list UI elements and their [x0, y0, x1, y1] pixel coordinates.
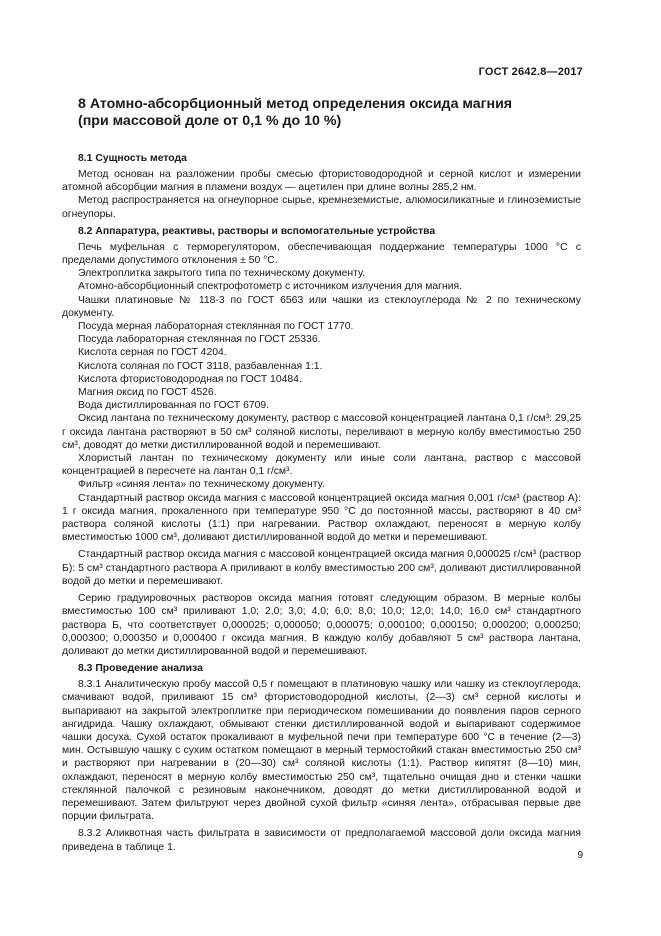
section-title-line1: 8 Атомно-абсорбционный метод определения оксида магния	[78, 96, 513, 112]
paragraph: Чашки платиновые № 118-3 по ГОСТ 6563 или чашки из стеклоуглерода № 2 по техническому документу.	[62, 294, 581, 319]
paragraph: Кислота серная по ГОСТ 4204.	[78, 347, 227, 359]
paragraph: Оксид лантана по техническому документу, раствор с массовой концентрацией лантана 0,1 г/см³: 29,25 г оксида лантана растворяют в 50 см³ соляной кислоты, переливают в мерную колбу вместимостью 250 см³, доводят до метки дистиллированной водой и перемешивают.	[62, 413, 581, 451]
paragraph: Печь муфельная с терморегулятором, обеспечивающая поддержание температуры 1000 °С с пределами допустимого отклонения ± 50 °С.	[62, 241, 581, 267]
paragraph: 8.3.1 Аналитическую пробу массой 0,5 г помещают в платиновую чашку или чашку из стеклоуглерода, смачивают водой, приливают 15 см³ фтористоводородной кислоты, (2—3) см³ серной кислоты и выпаривают на закрытой электроплитке при периодическом помешивании до появления паров серного ангидрида. Чашку охлаждают, обмывают стенки дистиллированной водой и выпаривают содержимое чашки досуха. Сухой остаток прокаливают в муфельной печи при температуре 600 °С в течение (2—3) мин. Остывшую чашку с сухим остатком помещают в мерный термостойкий стакан вместимостью 250 см³ и растворяют при нагревании в (20—30) см³ соляной кислоты (1:1). Раствор кипятят (8—10) мин, охлаждают, переносят в мерную колбу вместимостью 250 см³, тщательно очищая дно и стенки чашки стеклянной палочкой с резиновым наконечником, доводят до метки дистиллированной водой и перемешивают. Затем фильтруют через двойной сухой фильтр «синяя лента», отбрасывая первые две порции фильтрата.	[62, 679, 581, 823]
subsection-heading-8-2: 8.2 Аппаратура, реактивы, растворы и вспомогательные устройства	[78, 225, 436, 237]
paragraph: Фильтр «синяя лента» по техническому документу.	[78, 479, 325, 491]
paragraph: Хлористый лантан по техническому документу или иные соли лантана, раствор с массовой концентрацией в пересчете на лантан 0,1 г/см³.	[62, 453, 581, 478]
paragraph: Атомно-абсорбционный спектрофотометр с источником излучения для магния.	[78, 281, 463, 293]
subsection-heading-8-1: 8.1 Сущность метода	[78, 153, 187, 164]
subsection-heading-8-3: 8.3 Проведение анализа	[78, 663, 203, 675]
paragraph: Серию градуировочных растворов оксида магния готовят следующим образом. В мерные колбы вместимостью 100 см³ приливают 1,0; 2,0; 3,0; 4,0; 6,0; 8,0; 10,0; 12,0; 14,0; 16,0 см³ стандартного раствора Б, что соответствует 0,000025; 0,000050; 0,000075; 0,000100; 0,000150; 0,000200; 0,000250; 0,000300; 0,000350 и 0,000400 г оксида магния. В каждую колбу добавляют 5 см³ раствора лантана, доливают до метки дистиллированной водой и перемешивают.	[62, 593, 581, 657]
document-body	[62, 96, 581, 854]
paragraph: Стандартный раствор оксида магния с массовой концентрацией оксида магния 0,001 г/см³ (раствор А): 1 г оксида магния, прокаленного при температуре 950 °С до постоянной массы, растворяют в 40 см³ раствора соляной кислоты (1:1) при нагревании. Раствор охлаждают, переносят в мерную колбу вместимостью 1000 см³, доливают дистиллированной водой до метки и перемешивают.	[62, 492, 581, 544]
paragraph: Электроплитка закрытого типа по техническому документу.	[78, 268, 366, 280]
paragraph: Кислота фтористоводородная по ГОСТ 10484.	[78, 373, 302, 385]
paragraph: Магния оксид по ГОСТ 4526.	[78, 387, 217, 399]
page-number: 9	[577, 850, 583, 861]
document-header: ГОСТ 2642.8—2017	[478, 66, 583, 78]
section-title-line2: (при массовой доле от 0,1 % до 10 %)	[78, 113, 342, 129]
paragraph: Кислота соляная по ГОСТ 3118, разбавленная 1:1.	[78, 360, 323, 372]
paragraph: Посуда лабораторная стеклянная по ГОСТ 25336.	[78, 334, 321, 346]
paragraph: Метод распространяется на огнеупорное сырье, кремнеземистые, алюмосиликатные и глиноземистые огнеупоры.	[62, 195, 581, 220]
paragraph: 8.3.2 Аликвотная часть фильтрата в зависимости от предполагаемой массовой доли оксида магния приведена в таблице 1.	[62, 828, 581, 853]
paragraph: Метод основан на разложении пробы смесью фтористоводородной и серной кислот и измерении атомной абсорбции магния в пламени воздух — ацетилен при длине волны 285,2 нм.	[62, 169, 581, 194]
paragraph: Стандартный раствор оксида магния с массовой концентрацией оксида магния 0,000025 г/см³ (раствор Б): 5 см³ стандартного раствора А приливают в колбу вместимостью 200 см³, доливают дистиллированной водой до метки и перемешивают.	[62, 549, 581, 587]
paragraph: Вода дистиллированная по ГОСТ 6709.	[78, 400, 270, 412]
section-title	[62, 96, 581, 130]
paragraph: Посуда мерная лабораторная стеклянная по ГОСТ 1770.	[78, 321, 354, 333]
